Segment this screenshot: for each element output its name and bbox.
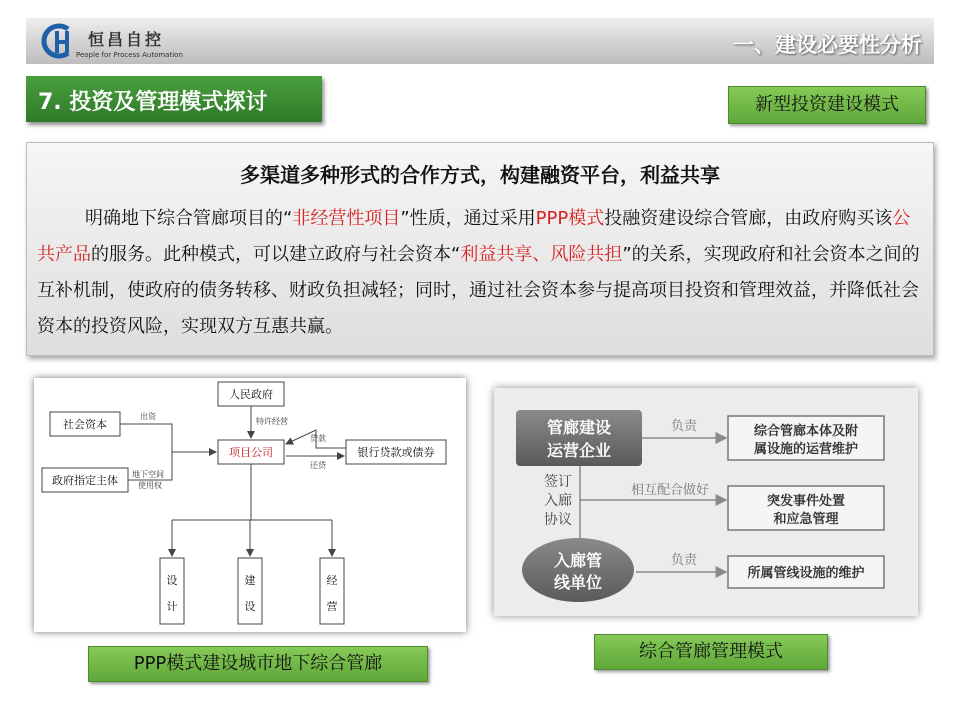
sign-label-1: 签订 xyxy=(544,474,572,490)
brand-tagline: People for Process Automation xyxy=(76,51,183,59)
build-box xyxy=(238,558,262,624)
para-text: ”性质，通过采用 xyxy=(400,208,536,229)
slide-heading xyxy=(26,76,322,122)
design-label-1: 设 xyxy=(166,574,178,587)
social-label: 社会资本 xyxy=(63,418,107,431)
company-label: 项目公司 xyxy=(229,446,273,459)
management-caption-tag[interactable]: 综合管廊管理模式 xyxy=(594,634,828,670)
duty-1-line-2: 属设施的运营维护 xyxy=(753,442,859,457)
unit-label-1: 入廊管 xyxy=(553,551,603,570)
slide-heading-text: 7. 投资及管理模式探讨 xyxy=(38,90,268,115)
sign-label-2: 入廊 xyxy=(544,493,572,509)
operate-box xyxy=(320,558,344,624)
content-panel xyxy=(26,142,934,356)
duty-2-line-2: 和应急管理 xyxy=(773,512,839,527)
para-text: 明确地下综合管廊项目的“ xyxy=(85,208,293,229)
pipeline-unit-node xyxy=(522,538,634,602)
investment-mode-tag[interactable]: 新型投资建设模式 xyxy=(728,86,926,124)
ppp-diagram xyxy=(34,378,466,632)
resp-label-2: 负责 xyxy=(670,553,698,568)
franchise-note: 特许经营 xyxy=(256,417,288,426)
land-use-note-1: 地下空间 xyxy=(132,470,164,479)
header-bar xyxy=(26,18,934,64)
cooperate-label: 相互配合做好 xyxy=(630,483,710,498)
para-text: ”的关系，实现政府和社会资本之间的互补机制，使政府的债务转移、财政负担减轻；同时，通过社会资本参与提高项目投资和管理效益，并降低社会资本的投资风险，实现双方互惠共赢。 xyxy=(37,244,920,337)
panel-paragraph xyxy=(37,201,923,345)
ppp-caption-tag[interactable]: PPP模式建设城市地下综合管廊 xyxy=(88,646,428,682)
enterprise-label-1: 管廊建设 xyxy=(546,418,612,437)
brand-name: 恒昌自控 xyxy=(88,30,165,49)
land-use-note-2: 使用权 xyxy=(138,481,162,490)
section-title: 一、建设必要性分析 xyxy=(733,33,922,57)
build-label-1: 建 xyxy=(244,574,256,587)
designated-label: 政府指定主体 xyxy=(52,474,118,487)
company-logo-icon xyxy=(38,23,78,59)
operate-label-1: 经 xyxy=(326,574,338,587)
highlight-text: 利益共享、风险共担 xyxy=(460,244,623,265)
resp-label-1: 负责 xyxy=(670,419,698,434)
design-box xyxy=(160,558,184,624)
para-text: 的服务。此种模式，可以建立政府与社会资本“ xyxy=(91,244,461,265)
enterprise-label-2: 运营企业 xyxy=(546,441,612,460)
highlight-text: 公共产品 xyxy=(37,208,911,265)
build-label-2: 设 xyxy=(244,600,256,613)
repay-note: 还贷 xyxy=(310,461,326,470)
highlight-text: 非经营性项目 xyxy=(292,208,401,229)
panel-title: 多渠道多种形式的合作方式，构建融资平台，利益共享 xyxy=(240,163,720,187)
management-diagram xyxy=(494,388,918,616)
unit-label-2: 线单位 xyxy=(553,573,603,592)
duty-1-line-1: 综合管廊本体及附 xyxy=(753,424,859,439)
loan-note: 贷款 xyxy=(310,434,326,443)
design-label-2: 计 xyxy=(166,600,178,613)
highlight-text: PPP模式 xyxy=(535,208,605,229)
sign-label-3: 协议 xyxy=(544,512,572,528)
operate-label-2: 营 xyxy=(326,600,338,613)
duty-2-line-1: 突发事件处置 xyxy=(766,494,846,509)
duty-3-line: 所属管线设施的维护 xyxy=(747,566,865,581)
bank-label: 银行贷款或债券 xyxy=(357,446,435,459)
gov-label: 人民政府 xyxy=(229,388,273,401)
invest-note: 出资 xyxy=(140,412,156,421)
para-text: 投融资建设综合管廊，由政府购买该 xyxy=(604,208,893,229)
